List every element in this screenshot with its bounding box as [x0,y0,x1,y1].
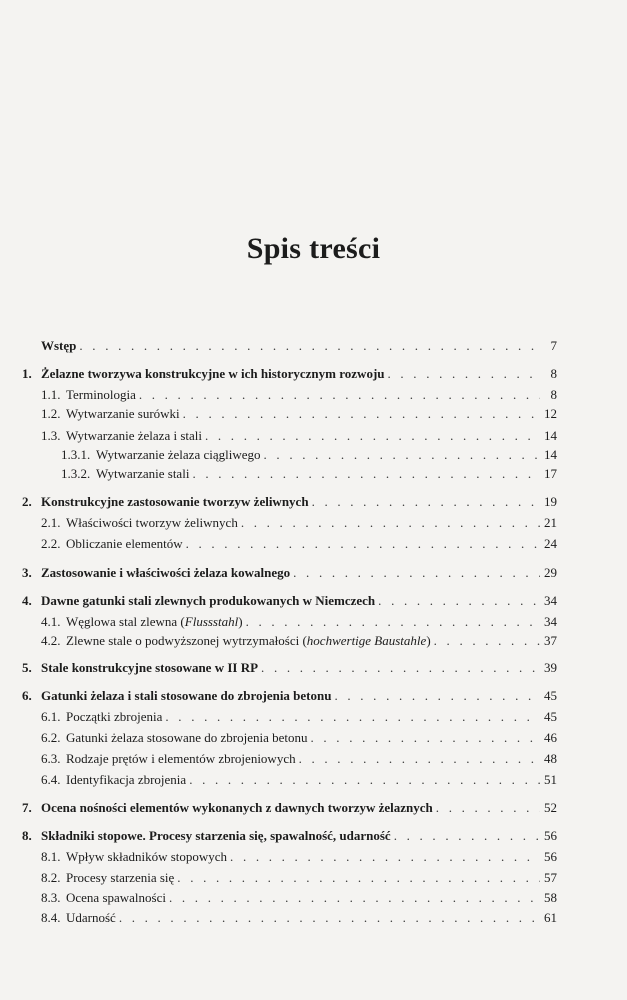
dot-leader [139,387,540,403]
toc-entry-number: 8.2. [41,870,61,885]
toc-entry-page: 8 [550,387,557,402]
dot-leader [177,870,540,886]
toc-entry-number: 1.1. [41,387,61,402]
toc-entry-number: 2.1. [41,515,61,530]
toc-entry-title: Zlewne stale o podwyższonej wytrzymałości (hochwertige Baustahle) [66,633,431,648]
toc-entry [61,466,557,484]
dot-leader [230,849,540,865]
toc-entry-number: 6.3. [41,751,61,766]
toc-entry [41,730,557,748]
toc-entry [22,366,557,384]
dot-leader [293,565,540,581]
toc-entry-number: 1.2. [41,406,61,421]
toc-entry [41,709,557,727]
toc-entry-page: 48 [544,751,557,766]
toc-entry-page: 8 [550,366,557,381]
toc-entry-title: Wpływ składników stopowych [66,849,228,864]
toc-entry-title: Zastosowanie i właściwości żelaza kowalnego [41,565,291,580]
toc-entry-page: 34 [544,614,557,629]
toc-entry-number: 1. [22,366,32,381]
dot-leader [119,910,540,926]
dot-leader [434,633,540,649]
toc-entry-page: 46 [544,730,557,745]
toc-entry-page: 19 [544,494,557,509]
dot-leader [192,466,540,482]
toc-entry-number: 6.2. [41,730,61,745]
toc-entry [22,828,557,846]
dot-leader [169,890,540,906]
toc-entry [22,660,557,678]
toc-entry [41,772,557,790]
toc-entry-page: 61 [544,910,557,925]
toc-entry-number: 5. [22,660,32,675]
toc-entry [61,447,557,465]
toc-entry-number: 1.3. [41,428,61,443]
toc-entry-page: 21 [544,515,557,530]
toc-entry-title: Rodzaje prętów i elementów zbrojeniowych [66,751,296,766]
toc-entry [41,890,557,908]
toc-entry-number: 2. [22,494,32,509]
toc-entry-number: 6.1. [41,709,61,724]
toc-entry-title: Gatunki żelaza stosowane do zbrojenia betonu [66,730,308,745]
toc-entry-page: 14 [544,428,557,443]
toc-entry-title: Początki zbrojenia [66,709,163,724]
toc-entry-number: 8.4. [41,910,61,925]
dot-leader [312,494,540,510]
toc-entry-title: Ocena spawalności [66,890,166,905]
toc-entry-title: Gatunki żelaza i stali stosowane do zbrojenia betonu [41,688,332,703]
toc-entry-title: Stale konstrukcyjne stosowane w II RP [41,660,259,675]
toc-entry-page: 52 [544,800,557,815]
toc-entry-title: Ocena nośności elementów wykonanych z dawnych tworzyw żelaznych [41,800,433,815]
toc-entry [22,800,557,818]
toc-entry-number: 3. [22,565,32,580]
toc-entry-number: 2.2. [41,536,61,551]
dot-leader [299,751,540,767]
page-title: Spis treści [246,232,381,265]
toc-entry-number: 8.1. [41,849,61,864]
dot-leader [183,406,540,422]
toc-entry [41,910,557,928]
toc-entry-number: 1.3.2. [61,466,91,481]
toc-entry-number: 7. [22,800,32,815]
toc-entry [22,593,557,611]
toc-entry-title: Właściwości tworzyw żeliwnych [66,515,238,530]
toc-entry-page: 12 [544,406,557,421]
toc-entry-page: 51 [544,772,557,787]
dot-leader [394,828,540,844]
toc-entry-title: Konstrukcyjne zastosowanie tworzyw żeliwnych [41,494,309,509]
toc-entry-page: 17 [544,466,557,481]
toc-entry [41,870,557,888]
dot-leader [189,772,540,788]
dot-leader [186,536,540,552]
toc-entry-page: 56 [544,828,557,843]
toc-entry-title: Żelazne tworzywa konstrukcyjne w ich historycznym rozwoju [41,366,385,381]
toc-entry-number: 8. [22,828,32,843]
toc-entry-page: 37 [544,633,557,648]
toc-entry-title: Udarność [66,910,116,925]
toc-entry-page: 57 [544,870,557,885]
toc-entry [41,751,557,769]
toc-entry-page: 39 [544,660,557,675]
toc-entry-page: 7 [550,338,557,353]
toc-entry-title: Węglowa stal zlewna (Flussstahl) [66,614,243,629]
toc-entry-title: Procesy starzenia się [66,870,175,885]
toc-entry [41,849,557,867]
toc-entry-number: 6. [22,688,32,703]
toc-entry [22,338,557,356]
toc-entry-number: 4.1. [41,614,61,629]
toc-entry-title: Składniki stopowe. Procesy starzenia się, spawalność, udarność [41,828,391,843]
dot-leader [205,428,540,444]
dot-leader [388,366,541,382]
dot-leader [241,515,540,531]
toc-entry-title: Wstęp [41,338,77,353]
toc-entry [41,536,557,554]
dot-leader [311,730,541,746]
dot-leader [334,688,540,704]
toc-entry-number: 8.3. [41,890,61,905]
toc-entry-number: 4. [22,593,32,608]
toc-entry [22,565,557,583]
toc-entry-number: 1.3.1. [61,447,91,462]
toc-entry-page: 24 [544,536,557,551]
toc-entry-title: Wytwarzanie stali [96,466,190,481]
dot-leader [261,660,540,676]
toc-entry-page: 45 [544,688,557,703]
dot-leader [264,447,540,463]
toc-entry-page: 29 [544,565,557,580]
toc-entry [41,406,557,424]
toc-entry-title: Terminologia [66,387,136,402]
toc-entry-page: 34 [544,593,557,608]
toc-entry [41,515,557,533]
toc-entry [41,633,557,651]
toc-entry-title: Dawne gatunki stali zlewnych produkowanych w Niemczech [41,593,376,608]
toc-entry [22,688,557,706]
toc-entry-title: Wytwarzanie żelaza ciągliwego [96,447,261,462]
toc-entry [41,387,557,405]
toc-entry-page: 14 [544,447,557,462]
toc-entry [22,494,557,512]
toc-entry-title: Wytwarzanie surówki [66,406,180,421]
toc-entry [41,614,557,632]
dot-leader [79,338,540,354]
toc-entry-page: 58 [544,890,557,905]
toc-entry-title: Obliczanie elementów [66,536,183,551]
toc-entry-title: Wytwarzanie żelaza i stali [66,428,202,443]
toc-entry-title: Identyfikacja zbrojenia [66,772,187,787]
toc-entry-page: 45 [544,709,557,724]
dot-leader [165,709,540,725]
toc-entry [41,428,557,446]
dot-leader [246,614,540,630]
dot-leader [436,800,540,816]
toc-entry-number: 4.2. [41,633,61,648]
toc-entry-number: 6.4. [41,772,61,787]
dot-leader [378,593,540,609]
toc-entry-page: 56 [544,849,557,864]
